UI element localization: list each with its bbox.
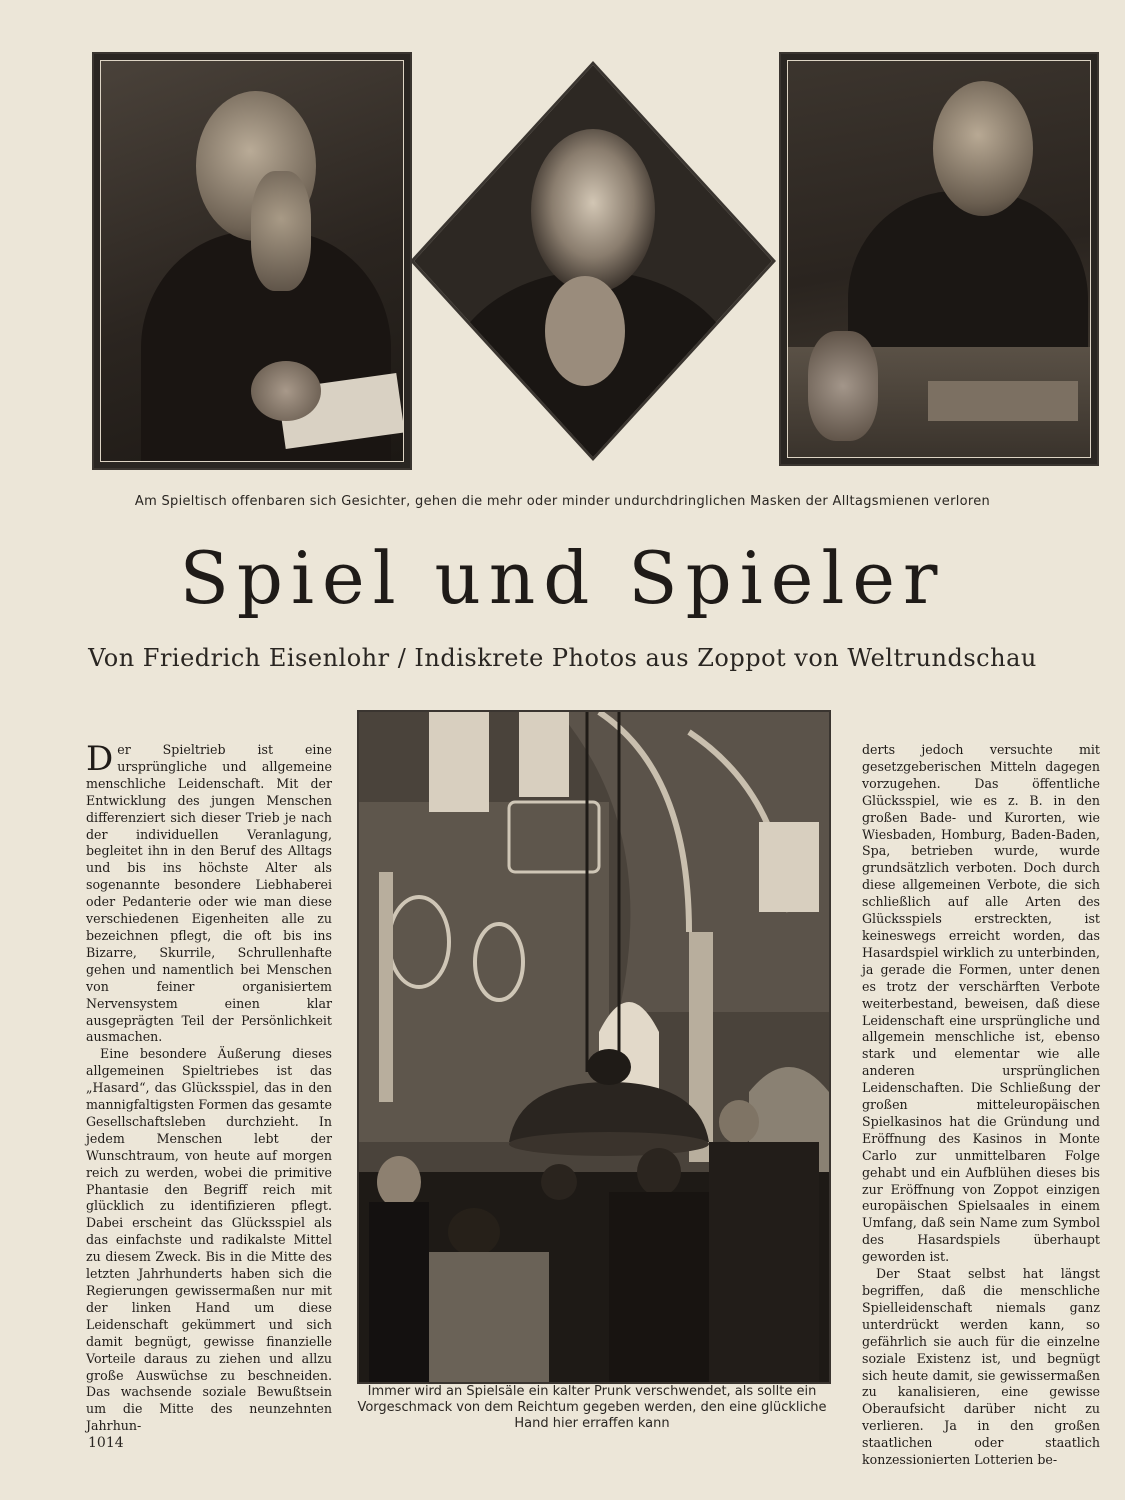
photo-casino-hall xyxy=(357,710,831,1384)
paragraph xyxy=(86,739,332,1046)
main-photo-caption: Immer wird an Spielsäle ein kalter Prunk verschwendet, als sollte ein Vorgeschmack von dem Reichtum gegeben werden, den eine glückliche Hand hier erraffen kann xyxy=(357,1384,827,1431)
paragraph: Der Staat selbst hat längst begriffen, daß die menschliche Spielleidenschaft niemals ganz unterdrückt werden kann, so gefährlich sie auch für die einzelne soziale Existenz ist, und begnügt sich heute damit, sie gewissermaßen zu kanalisieren, eine gewisse Oberaufsicht darüber nicht zu verlieren. Ja in den großen staatlichen oder staatlich konzessionierten Lotterien be- xyxy=(862,1266,1100,1468)
photo-center-portrait xyxy=(410,61,776,461)
article-byline: Von Friedrich Eisenlohr / Indiskrete Photos aus Zoppot von Weltrundschau xyxy=(88,644,1037,672)
paragraph: derts jedoch versuchte mit gesetzgeberischen Mitteln dagegen vorzugehen. Das öffentliche Glücksspiel, wie es z. B. in den großen Bade- und Kurorten, wie Wiesbaden, Homburg, Baden-Baden, Spa, betrieben wurde, wurde grundsätzlich verboten. Doch durch diese allgemeinen Verbote, die sich schließlich auf alle Arten des Glücksspiels erstreckten, ist keineswegs erreicht worden, das Hasardspiel wirklich zu unterbinden, ja gerade die Formen, unter denen es trotz der verschärften Verbote weiterbestand, beweisen, daß diese Leidenschaft eine ursprüngliche und allgemein menschliche ist, ebenso stark und elementar wie alle anderen ursprünglichen Leidenschaften. Die Schließung der großen mitteleuropäischen Spielkasinos hat die Gründung und Eröffnung des Kasinos in Monte Carlo zur unmittelbaren Folge gehabt und ein Aufblühen dieses bis zur Eröffnung von Zoppot einzigen europäischen Spielsaales in einem Umfang, daß sein Name zum Symbol des Hasardspiels überhaupt geworden ist. xyxy=(862,742,1100,1265)
paragraph: Eine besondere Äußerung dieses allgemeinen Spieltriebes ist das „Hasard“, das Glücksspiel, das in den mannigfaltigsten Formen das gesamte Gesellschaftsleben durchzieht. In jedem Menschen lebt der Wunschtraum, von heute auf morgen reich zu werden, wobei die primitive Phantasie den Begriff reich mit glücklich zu identifizieren pflegt. Dabei erscheint das Glücksspiel als das einfachste und radikalste Mittel zu diesem Zweck. Bis in die Mitte des letzten Jahrhunderts haben sich die Regierungen gewissermaßen nur mit der linken Hand um diese Leidenschaft gekümmert und sich damit begnügt, gewisse finanzielle Vorteile daraus zu ziehen und allzu große Auswüchse zu beschneiden. Das wachsende soziale Bewußtsein um die Mitte des neunzehnten Jahrhun- xyxy=(86,1046,332,1434)
photo-right-image xyxy=(787,60,1091,458)
photo-right-portrait xyxy=(779,52,1099,466)
drop-cap: D xyxy=(86,739,114,779)
article-column-left xyxy=(86,739,332,1435)
casino-hall-illustration xyxy=(359,712,829,1382)
paragraph-text: er Spieltrieb ist eine ursprüngliche und allgemeine menschliche Leidenschaft. Mit der Entwicklung des jungen Menschen differenziert sich dieser Trieb je nach der individuellen Veranlagung, begleitet ihn in den Beruf des Alltags und bis ins höchste Alter als sogenannte besondere Liebhaberei oder Pedanterie oder wie man diese verschiedenen Eigenheiten alle zu bezeichnen pflegt, die oft bis ins Bizarre, Skurrile, Schrullenhafte gehen und namentlich bei Menschen von feiner organisiertem Nervensystem einen klar ausgeprägten Teil der Persönlichkeit ausmachen. xyxy=(86,742,332,1045)
page-number: 1014 xyxy=(88,1435,124,1451)
top-photo-caption: Am Spieltisch offenbaren sich Gesichter, gehen die mehr oder minder undurchdringlichen Masken der Alltagsmienen verloren xyxy=(134,494,991,509)
photo-left-image xyxy=(100,60,404,462)
photo-left-portrait xyxy=(92,52,412,470)
article-headline: Spiel und Spieler xyxy=(179,536,946,620)
article-column-right xyxy=(862,742,1100,1469)
